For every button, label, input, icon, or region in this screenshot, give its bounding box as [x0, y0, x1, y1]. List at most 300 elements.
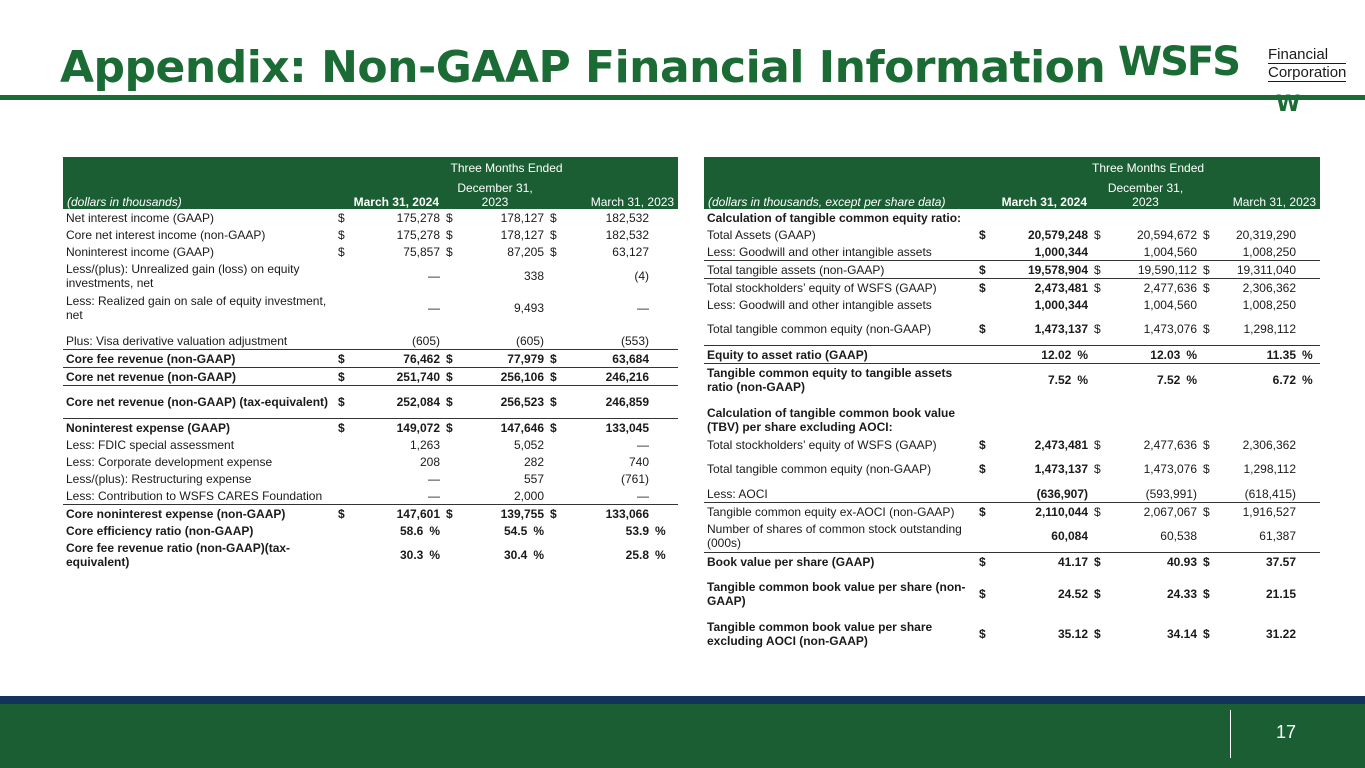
right-table-row — [704, 313, 1320, 346]
right-table-value-col1: 24.52 — [1057, 587, 1088, 601]
right-table-percent-sign — [1299, 618, 1320, 650]
right-table-spacer — [704, 570, 1320, 578]
right-table-row-label: Calculation of tangible common equity ratio: — [707, 210, 962, 225]
right-table-row — [704, 346, 1320, 364]
left-table-row — [63, 505, 678, 523]
right-table-row-label: Equity to asset ratio (GAAP) — [704, 346, 976, 364]
right-table-value-col2: 24.33 — [1166, 587, 1197, 601]
left-table-value-col1: 76,462 — [349, 350, 443, 368]
right-table-row-label: Tangible common book value per share excluding AOCI (non-GAAP) — [707, 620, 933, 648]
right-table-percent-sign: % — [1299, 364, 1320, 397]
left-table-row-label: Less/(plus): Restructuring expense — [66, 471, 252, 486]
right-table-value-col1: 35.12 — [1057, 627, 1088, 641]
right-table-value-col2: (593,991) — [1145, 486, 1197, 501]
right-table-dollar-sign — [976, 364, 990, 397]
left-table-value-col3: 63,684 — [561, 350, 652, 368]
right-table-value-col2: 1,004,560 — [1143, 297, 1197, 312]
right-table-dollar-sign: $ — [1094, 322, 1101, 336]
right-table-row-label: Tangible common equity ex-AOCI (non-GAAP) — [704, 503, 976, 521]
left-table-dollar-sign — [335, 522, 349, 539]
right-table-row — [704, 618, 1320, 650]
left-table-dollar-sign — [443, 522, 457, 539]
right-table-dollar-sign: $ — [979, 462, 986, 476]
left-table-dollar-sign: $ — [338, 227, 345, 242]
left-table-dollar-sign — [547, 522, 561, 539]
left-col-header-2: December 31, 2023 — [443, 175, 547, 209]
right-table-dollar-sign — [1091, 520, 1105, 553]
left-table-value-col2: 9,493 — [513, 301, 544, 315]
right-table-dollar-sign: $ — [976, 553, 990, 571]
left-table-row-label: Less: FDIC special assessment — [66, 437, 235, 452]
right-table-dollar-sign: $ — [976, 503, 990, 521]
right-table-value-col3 — [1214, 404, 1299, 436]
right-table-row — [704, 453, 1320, 485]
left-table-percent-sign — [652, 368, 678, 386]
right-table-dollar-sign — [1200, 485, 1214, 503]
left-table-percent-sign — [652, 386, 678, 419]
left-table-value-col2: 77,979 — [457, 350, 547, 368]
left-table-unit-label: (dollars in thousands) — [63, 175, 335, 209]
right-table-value-col3 — [1214, 209, 1299, 226]
left-col-header-3: March 31, 2023 — [547, 175, 678, 209]
right-table-dollar-sign: $ — [979, 627, 986, 641]
left-table-dollar-sign — [443, 260, 457, 292]
left-table-value-col2: (605) — [515, 333, 544, 348]
left-table-value-col1: 1,263 — [409, 437, 440, 452]
right-table-value-col1: (636,907) — [1036, 486, 1088, 501]
right-table-dollar-sign: $ — [1200, 279, 1214, 297]
left-table-dollar-sign — [443, 487, 457, 505]
right-table-value-col3: 2,306,362 — [1214, 279, 1299, 297]
left-table-row-label: Plus: Visa derivative valuation adjustment — [66, 333, 288, 348]
left-table-dollar-sign: $ — [547, 386, 561, 419]
left-table-dollar-sign: $ — [446, 244, 453, 259]
right-table-row-label: Tangible common book value per share (non-GAAP) — [707, 580, 966, 608]
left-table-spacer — [63, 324, 678, 332]
left-table-dollar-sign: $ — [335, 505, 349, 523]
right-table-row-label: Less: Goodwill and other intangible assets — [707, 297, 932, 312]
left-table-dollar-sign — [443, 539, 457, 571]
right-table-value-col2 — [1105, 209, 1200, 226]
right-table-value-col1: 20,579,248 — [1027, 227, 1088, 242]
left-table-percent-sign — [652, 243, 678, 260]
right-table-value-col1: 1,473,137 — [1034, 322, 1088, 336]
left-table-value-col1: — — [428, 488, 440, 503]
left-table-percent-sign — [652, 470, 678, 487]
left-table-dollar-sign — [335, 332, 349, 350]
percent-sign: % — [1077, 347, 1088, 362]
right-table-percent-sign — [1299, 226, 1320, 243]
right-table-dollar-sign: $ — [979, 437, 986, 452]
right-table-value-col2: 7.52 % — [1105, 364, 1200, 397]
page-number: 17 — [1276, 722, 1297, 742]
right-table-value-col1: 60,084 — [1051, 529, 1088, 543]
left-table-row-label: Core net revenue (non-GAAP) — [63, 368, 335, 386]
right-table-dollar-sign — [976, 243, 990, 261]
left-table-dollar-sign: $ — [443, 350, 457, 368]
right-table-row — [704, 226, 1320, 243]
right-table-percent-sign — [1299, 209, 1320, 226]
right-table-value-col3: 1,008,250 — [1242, 297, 1296, 312]
left-table-value-col2: 2,000 — [513, 488, 544, 503]
percent-sign: % — [533, 548, 544, 562]
left-table-dollar-sign: $ — [550, 210, 557, 225]
right-table-value-col2: 1,473,076 — [1143, 462, 1197, 476]
right-table-value-col2: 2,477,636 — [1105, 279, 1200, 297]
logo-subtitle — [1268, 46, 1346, 82]
right-table-value-col1: 2,110,044 — [990, 503, 1091, 521]
right-table-dollar-sign: $ — [1094, 462, 1101, 476]
left-table-dollar-sign: $ — [443, 505, 457, 523]
left-table-row — [63, 386, 678, 419]
left-table-value-col2: 178,127 — [500, 227, 544, 242]
left-table-row — [63, 419, 678, 437]
left-table-value-col3: — — [637, 488, 649, 503]
right-table-value-col1: 12.02 % — [990, 346, 1091, 364]
right-table-value-col2 — [1105, 404, 1200, 436]
right-table-percent-sign: % — [1299, 346, 1320, 364]
right-table-row-label: Total stockholders’ equity of WSFS (GAAP) — [704, 279, 976, 297]
right-table-row-label: Tangible common equity to tangible assets ratio (non-GAAP) — [704, 364, 976, 397]
right-table-row-label: Total stockholders’ equity of WSFS (GAAP) — [707, 437, 937, 452]
left-table-row-label: Less: Corporate development expense — [66, 454, 273, 469]
right-table-value-col2: 20,594,672 — [1136, 227, 1197, 242]
left-table-value-col3: 25.8 — [625, 548, 649, 562]
left-table-dollar-sign — [443, 332, 457, 350]
left-table-row-label: Noninterest income (GAAP) — [66, 244, 215, 259]
right-table-value-col1 — [990, 209, 1091, 226]
right-table-percent-sign — [1299, 261, 1320, 279]
left-financial-table — [63, 157, 678, 571]
right-table-dollar-sign: $ — [1203, 462, 1210, 476]
logo-w-mark-icon: W — [1276, 92, 1301, 117]
right-table-value-col3: 19,311,040 — [1214, 261, 1299, 279]
left-table-value-col1: 147,601 — [349, 505, 443, 523]
left-table-value-col2: 557 — [523, 471, 544, 486]
right-table-value-col2: 2,477,636 — [1143, 437, 1197, 452]
right-table-dollar-sign — [1200, 346, 1214, 364]
right-table-value-col1: 1,473,137 — [1034, 462, 1088, 476]
left-table-dollar-sign — [335, 436, 349, 453]
right-table-value-col3: 20,319,290 — [1235, 227, 1296, 242]
left-table-dollar-sign — [547, 453, 561, 470]
right-table-caption: Three Months Ended — [976, 157, 1320, 175]
right-table-value-col1: 19,578,904 — [990, 261, 1091, 279]
right-table-dollar-sign — [1200, 209, 1214, 226]
right-col-header-2: December 31, 2023 — [1091, 175, 1200, 209]
right-table-spacer — [704, 396, 1320, 404]
right-table-dollar-sign: $ — [1094, 437, 1101, 452]
right-table-value-col1: 1,000,344 — [1034, 297, 1088, 312]
left-table-value-col3: 53.9 — [625, 523, 649, 538]
left-table-value-col2: 139,755 — [457, 505, 547, 523]
right-table-value-col3: 61,387 — [1259, 529, 1296, 543]
left-table-row-label: Core fee revenue ratio (non-GAAP)(tax-equivalent) — [66, 541, 291, 569]
right-table-value-col3: 21.15 — [1265, 587, 1296, 601]
right-table-dollar-sign: $ — [1091, 261, 1105, 279]
right-table-value-col1: 7.52 % — [990, 364, 1091, 397]
right-table-value-col1: 2,473,481 — [1034, 437, 1088, 452]
logo-subtitle-line1: Financial — [1268, 46, 1346, 64]
right-table-dollar-sign: $ — [1091, 553, 1105, 571]
right-table-dollar-sign — [1200, 364, 1214, 397]
percent-sign: % — [533, 523, 544, 538]
right-table-row — [704, 364, 1320, 397]
left-table-percent-sign — [652, 487, 678, 505]
right-financial-table — [704, 157, 1320, 650]
left-table-value-col3: (553) — [620, 333, 649, 348]
left-table-percent-sign — [652, 505, 678, 523]
right-table-value-col3: 6.72 — [1214, 364, 1299, 397]
right-table-row — [704, 520, 1320, 553]
left-table-value-col3: 133,066 — [561, 505, 652, 523]
right-table-dollar-sign — [976, 296, 990, 313]
right-col-header-1: March 31, 2024 — [976, 175, 1091, 209]
right-table-percent-sign — [1299, 503, 1320, 521]
left-table-value-col1: 175,278 — [396, 227, 440, 242]
left-table-value-col1: — — [428, 471, 440, 486]
right-table-value-col2: 1,473,076 — [1143, 322, 1197, 336]
left-table-dollar-sign — [335, 260, 349, 292]
left-table-percent-sign — [652, 332, 678, 350]
right-table-row — [704, 209, 1320, 226]
left-table-percent-sign — [652, 226, 678, 243]
right-table-percent-sign — [1299, 436, 1320, 453]
left-table-value-col3: 63,127 — [612, 244, 649, 259]
right-table-unit-label: (dollars in thousands, except per share data) — [704, 175, 976, 209]
right-table-row — [704, 553, 1320, 571]
right-table-dollar-sign: $ — [1094, 227, 1101, 242]
left-table-caption: Three Months Ended — [335, 157, 678, 175]
left-table-dollar-sign: $ — [547, 505, 561, 523]
left-table-dollar-sign — [443, 436, 457, 453]
right-table-dollar-sign — [1200, 296, 1214, 313]
right-table-dollar-sign: $ — [1091, 279, 1105, 297]
right-table-dollar-sign — [1200, 243, 1214, 261]
left-table-dollar-sign — [443, 292, 457, 324]
right-table-value-col1 — [990, 404, 1091, 436]
right-table-row — [704, 485, 1320, 503]
right-table-dollar-sign: $ — [1203, 322, 1210, 336]
left-table-value-col1: 251,740 — [349, 368, 443, 386]
left-table-row-label: Core net interest income (non-GAAP) — [66, 227, 266, 242]
left-table-dollar-sign: $ — [335, 419, 349, 437]
left-table-dollar-sign — [443, 453, 457, 470]
logo-wordmark: WSFS — [1118, 39, 1240, 85]
left-table-value-col3: 182,532 — [605, 227, 649, 242]
right-table-value-col2: 2,067,067 — [1105, 503, 1200, 521]
left-table-dollar-sign: $ — [338, 244, 345, 259]
left-table-value-col2: 5,052 — [513, 437, 544, 452]
right-table-dollar-sign — [1200, 404, 1214, 436]
left-table-dollar-sign — [335, 487, 349, 505]
right-table-dollar-sign: $ — [1200, 553, 1214, 571]
left-table-percent-sign — [652, 292, 678, 324]
left-table-dollar-sign: $ — [550, 244, 557, 259]
left-table-row-label: Core net revenue (non-GAAP) (tax-equivalent) — [63, 386, 335, 419]
right-table-row-label: Book value per share (GAAP) — [704, 553, 976, 571]
right-table-row — [704, 503, 1320, 521]
left-table-percent-sign: % — [655, 548, 666, 562]
percent-sign: % — [1186, 373, 1197, 387]
left-table-value-col2: 256,523 — [457, 386, 547, 419]
right-table-dollar-sign: $ — [1203, 437, 1210, 452]
right-table-value-col3: (618,415) — [1244, 486, 1296, 501]
right-table-row-label: Total tangible common equity (non-GAAP) — [707, 462, 932, 476]
footer-bar — [0, 704, 1365, 768]
page-title: Appendix: Non-GAAP Financial Information — [60, 42, 1106, 93]
left-table-value-col3: (4) — [634, 269, 649, 283]
right-table-percent-sign — [1299, 520, 1320, 553]
left-table-percent-sign — [652, 419, 678, 437]
right-table-dollar-sign — [1091, 209, 1105, 226]
left-table-value-col1: 175,278 — [396, 210, 440, 225]
right-table-value-col3: 1,916,527 — [1214, 503, 1299, 521]
right-table-percent-sign — [1299, 404, 1320, 436]
left-table-dollar-sign: $ — [547, 368, 561, 386]
right-table-value-col3: 1,298,112 — [1243, 462, 1296, 476]
right-table-dollar-sign — [976, 485, 990, 503]
right-table-percent-sign — [1299, 296, 1320, 313]
right-table-dollar-sign: $ — [1203, 627, 1210, 641]
left-table-row — [63, 470, 678, 487]
left-table-percent-sign — [652, 436, 678, 453]
right-table-dollar-sign — [1091, 346, 1105, 364]
left-table-dollar-sign — [335, 292, 349, 324]
left-table-value-col1: — — [428, 269, 440, 283]
left-table-row — [63, 332, 678, 350]
left-table-value-col2: 30.4 % — [503, 548, 544, 562]
left-table-row — [63, 260, 678, 292]
left-table-value-col2: 54.5 % — [503, 523, 544, 538]
right-table-dollar-sign — [1091, 296, 1105, 313]
right-table-value-col2: 1,004,560 — [1143, 244, 1197, 259]
left-table-row-label: Less: Realized gain on sale of equity investment, net — [66, 294, 327, 322]
right-table-percent-sign — [1299, 313, 1320, 346]
right-table-spacer — [704, 610, 1320, 618]
left-table-dollar-sign: $ — [446, 210, 453, 225]
right-table-dollar-sign — [976, 404, 990, 436]
left-table-value-col1: 149,072 — [349, 419, 443, 437]
right-table-value-col1: 2,473,481 — [990, 279, 1091, 297]
right-table-dollar-sign: $ — [979, 322, 986, 336]
right-table-dollar-sign: $ — [1203, 587, 1210, 601]
right-table-dollar-sign — [1200, 520, 1214, 553]
left-table-value-col1: 58.6 % — [399, 523, 440, 538]
left-table-dollar-sign: $ — [443, 386, 457, 419]
left-table-value-col2: 87,205 — [507, 244, 544, 259]
left-table-dollar-sign — [547, 260, 561, 292]
right-table-value-col3: 2,306,362 — [1242, 437, 1296, 452]
right-col-header-3: March 31, 2023 — [1200, 175, 1320, 209]
left-table-value-col2: 338 — [523, 269, 544, 283]
percent-sign: % — [429, 548, 440, 562]
percent-sign: % — [429, 523, 440, 538]
right-table-row — [704, 243, 1320, 261]
left-table-dollar-sign: $ — [338, 210, 345, 225]
left-table-value-col2: 178,127 — [500, 210, 544, 225]
right-table-dollar-sign — [976, 520, 990, 553]
right-table-dollar-sign: $ — [1200, 503, 1214, 521]
left-table-row-label: Core efficiency ratio (non-GAAP) — [66, 523, 254, 538]
left-table-dollar-sign: $ — [335, 386, 349, 419]
right-table-row — [704, 578, 1320, 610]
right-table-value-col3: 1,008,250 — [1242, 244, 1296, 259]
right-table-dollar-sign — [976, 209, 990, 226]
right-table-value-col2: 60,538 — [1160, 529, 1197, 543]
left-table-dollar-sign — [335, 453, 349, 470]
footer-divider — [1230, 710, 1231, 758]
footer-accent-bar — [0, 696, 1365, 704]
left-table-value-col1: 208 — [419, 454, 440, 469]
left-table-value-col3: — — [637, 437, 649, 452]
left-table-row — [63, 243, 678, 260]
right-table-value-col2: 12.03 % — [1105, 346, 1200, 364]
left-table-row — [63, 292, 678, 324]
right-table-dollar-sign — [1091, 243, 1105, 261]
left-table-value-col1: 252,084 — [349, 386, 443, 419]
right-table-row — [704, 279, 1320, 297]
left-table-row-label: Net interest income (GAAP) — [66, 210, 215, 225]
right-table-dollar-sign — [1091, 364, 1105, 397]
right-table-percent-sign — [1299, 578, 1320, 610]
left-table-percent-sign — [652, 260, 678, 292]
left-table-row — [63, 487, 678, 505]
left-table-dollar-sign — [547, 292, 561, 324]
right-table-row — [704, 261, 1320, 279]
right-table-row-label: Total tangible assets (non-GAAP) — [704, 261, 976, 279]
right-table-value-col2: 40.93 — [1105, 553, 1200, 571]
left-table-dollar-sign: $ — [443, 368, 457, 386]
left-table-dollar-sign — [443, 470, 457, 487]
right-table-dollar-sign — [1091, 485, 1105, 503]
right-table-dollar-sign: $ — [1091, 503, 1105, 521]
right-table-percent-sign — [1299, 553, 1320, 571]
left-table-dollar-sign — [547, 436, 561, 453]
left-table-value-col1: — — [428, 301, 440, 315]
left-table-dollar-sign — [335, 539, 349, 571]
right-table-dollar-sign: $ — [979, 587, 986, 601]
left-table-row — [63, 368, 678, 386]
left-table-value-col2: 147,646 — [457, 419, 547, 437]
right-table-percent-sign — [1299, 243, 1320, 261]
right-table-dollar-sign — [1091, 404, 1105, 436]
left-table-value-col3: (761) — [620, 471, 649, 486]
right-table-row — [704, 436, 1320, 453]
left-table-value-col3: 246,216 — [561, 368, 652, 386]
left-table-row-label: Core fee revenue (non-GAAP) — [63, 350, 335, 368]
right-table-row — [704, 404, 1320, 436]
right-table-row-label: Total Assets (GAAP) — [707, 227, 816, 242]
left-table-dollar-sign: $ — [547, 419, 561, 437]
right-table-value-col1: 41.17 — [990, 553, 1091, 571]
right-table-dollar-sign: $ — [1200, 261, 1214, 279]
left-table-dollar-sign: $ — [335, 350, 349, 368]
percent-sign: % — [1186, 347, 1197, 362]
left-table-dollar-sign — [547, 539, 561, 571]
right-table-value-col3: 31.22 — [1265, 627, 1296, 641]
right-table-dollar-sign: $ — [1094, 627, 1101, 641]
left-table-value-col3: 246,859 — [561, 386, 652, 419]
left-table-value-col3: 740 — [628, 454, 649, 469]
left-table-dollar-sign — [335, 470, 349, 487]
right-table-value-col3: 11.35 — [1214, 346, 1299, 364]
left-table-row — [63, 522, 678, 539]
right-table-dollar-sign: $ — [1203, 227, 1210, 242]
left-table-dollar-sign — [547, 332, 561, 350]
left-table-dollar-sign: $ — [335, 368, 349, 386]
left-table-value-col1: 75,857 — [403, 244, 440, 259]
